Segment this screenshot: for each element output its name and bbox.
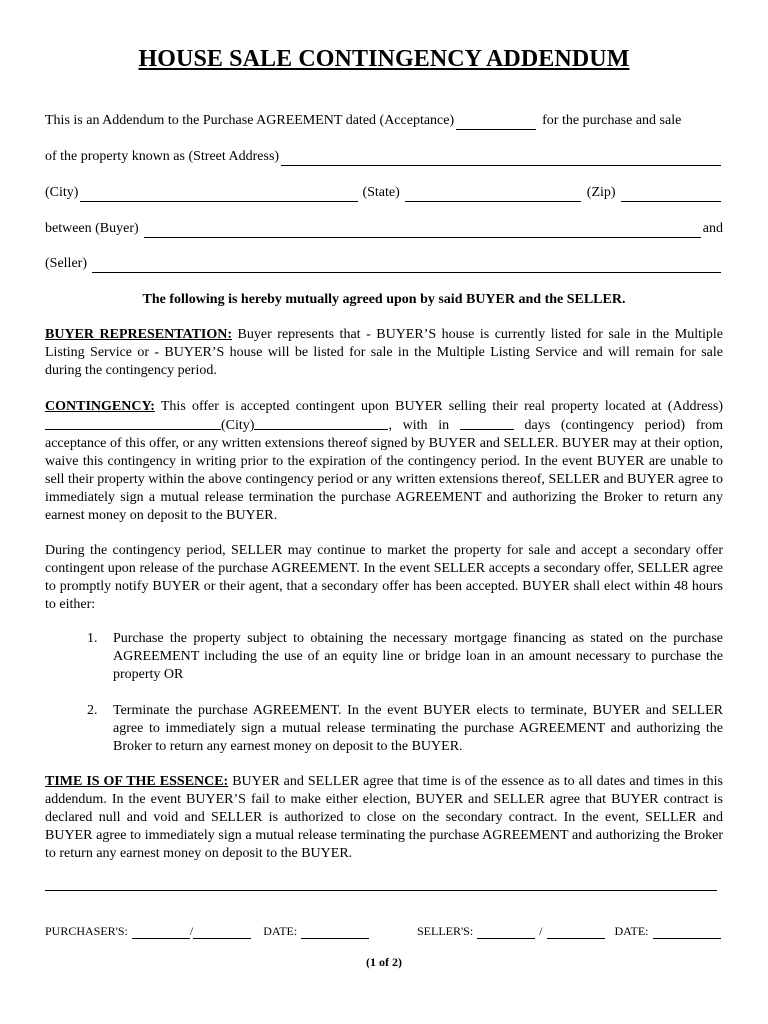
seller-field[interactable] bbox=[92, 259, 721, 273]
purchaser-initial-field-1[interactable] bbox=[132, 927, 190, 939]
time-essence-heading: TIME IS OF THE ESSENCE: bbox=[45, 774, 229, 789]
page-number: (1 of 2) bbox=[366, 955, 402, 969]
purchaser-initial-field-2[interactable] bbox=[193, 927, 251, 939]
secondary-offer-paragraph: During the contingency period, SELLER may continue to market the property for sale and accept a secondary offer contingent upon release of the purchase AGREEMENT. In the event SELLER accepts a secondary offer, SELLER agree to promptly notify BUYER or their agent, that a secondary offer has been accepted. BUYER shall elect within 48 hours to either: bbox=[45, 543, 723, 612]
purchaser-date-label: DATE: bbox=[263, 924, 298, 938]
contingency-city-label: (City) bbox=[221, 418, 255, 433]
buyer-field[interactable] bbox=[144, 224, 701, 238]
document-title: HOUSE SALE CONTINGENCY ADDENDUM bbox=[138, 46, 630, 72]
option-number: 1. bbox=[87, 631, 98, 646]
seller-initial-field-1[interactable] bbox=[477, 927, 535, 939]
contingency-city-field[interactable] bbox=[254, 416, 388, 430]
purchaser-date-field[interactable] bbox=[301, 927, 369, 939]
intro-text-purchase-sale: for the purchase and sale bbox=[542, 113, 682, 128]
purchaser-slash: / bbox=[189, 924, 194, 938]
and-label: and bbox=[702, 221, 723, 236]
option-item-1 bbox=[87, 630, 723, 684]
zip-label: (Zip) bbox=[586, 185, 616, 200]
option-number: 2. bbox=[87, 703, 98, 718]
purchaser-label: PURCHASER'S: bbox=[45, 924, 128, 938]
option-item-2 bbox=[87, 702, 723, 756]
intro-line-seller bbox=[45, 255, 723, 273]
time-essence-paragraph bbox=[45, 773, 723, 863]
contingency-text-body: days (contingency period) from acceptance of this offer, or any written extensions thereof signed by BUYER and SELLER. BUYER may at their option, waive this contingency in writing prior to the expiration of the contingency period. In the event BUYER are unable to sell their property within the above contingency period or any written extensions thereof, SELLER and BUYER agree to immediately sign a mutual release termination the purchase AGREEMENT and authorizing the Broker to return any earnest money on deposit to the BUYER. bbox=[45, 418, 724, 523]
purchaser-initials-group bbox=[45, 924, 369, 939]
buyer-label: between (Buyer) bbox=[45, 221, 139, 236]
seller-initial-field-2[interactable] bbox=[547, 927, 605, 939]
city-field[interactable] bbox=[80, 188, 358, 202]
seller-date-field[interactable] bbox=[653, 927, 721, 939]
contingency-days-field[interactable] bbox=[460, 416, 514, 430]
seller-date-label: DATE: bbox=[614, 924, 649, 938]
buyer-representation-text: Buyer represents that - BUYER’S house is currently listed for sale in the Multiple Listing Service or - BUYER’S house will be listed for sale in the Multiple Listing Service and will remain for sale during the contingency period. bbox=[45, 327, 723, 378]
buyer-representation-heading: BUYER REPRESENTATION: bbox=[45, 327, 233, 342]
seller-slash: / bbox=[539, 924, 543, 938]
state-field[interactable] bbox=[405, 188, 581, 202]
intro-line-acceptance bbox=[45, 112, 723, 130]
signature-row bbox=[45, 924, 723, 940]
intro-line-buyer bbox=[45, 220, 723, 238]
street-address-field[interactable] bbox=[281, 152, 721, 166]
zip-field[interactable] bbox=[621, 188, 721, 202]
separator-line bbox=[45, 890, 717, 891]
option-text: Terminate the purchase AGREEMENT. In the event BUYER elects to terminate, BUYER and SELLER agree to immediately sign a mutual release terminating the purchase AGREEMENT and authorizing the Broker to return any earnest money on deposit to the BUYER. bbox=[113, 703, 723, 754]
contingency-heading: CONTINGENCY: bbox=[45, 399, 155, 414]
contingency-text-address: This offer is accepted contingent upon BUYER selling their real property located at (Address) bbox=[154, 399, 723, 414]
intro-text-agreement-dated: This is an Addendum to the Purchase AGREEMENT dated (Acceptance) bbox=[45, 113, 455, 128]
agreed-statement: The following is hereby mutually agreed upon by said BUYER and the SELLER. bbox=[142, 292, 626, 307]
city-label: (City) bbox=[45, 185, 79, 200]
intro-line-street bbox=[45, 148, 723, 166]
buyer-representation-paragraph bbox=[45, 326, 723, 380]
time-essence-text: BUYER and SELLER agree that time is of the essence as to all dates and times in this addendum. In the event BUYER’S fail to make either election, BUYER and SELLER agree that BUYER contract is declared null and void and SELLER is authorized to close on the secondary contract. In the event, SELLER and BUYER agree to immediately sign a mutual release terminating the purchase AGREEMENT and authorizing the Broker to return any earnest money on deposit to the BUYER. bbox=[45, 774, 723, 861]
state-label: (State) bbox=[362, 185, 400, 200]
street-address-label: of the property known as (Street Address) bbox=[45, 149, 280, 164]
acceptance-date-field[interactable] bbox=[456, 116, 536, 130]
contingency-text-within: , with in bbox=[388, 418, 460, 433]
seller-sig-label: SELLER'S: bbox=[417, 924, 474, 938]
contingency-address-field[interactable] bbox=[45, 416, 221, 430]
contingency-paragraph bbox=[45, 398, 723, 525]
seller-label: (Seller) bbox=[45, 256, 87, 271]
intro-line-city-state-zip bbox=[45, 184, 723, 202]
seller-initials-group bbox=[417, 924, 721, 939]
option-text: Purchase the property subject to obtaining the necessary mortgage financing as stated on the purchase AGREEMENT including the use of an equity line or bridge loan in an amount necessary to purchase the property OR bbox=[113, 631, 723, 682]
